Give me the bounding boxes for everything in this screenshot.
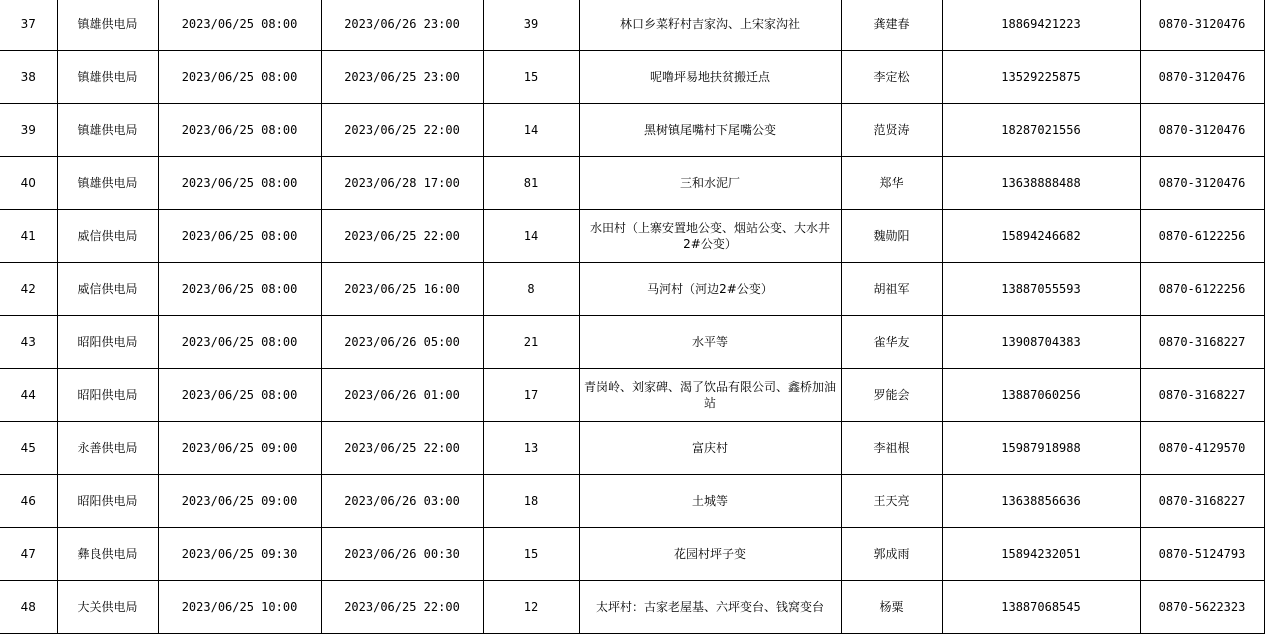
affected-count-cell: 39 bbox=[483, 0, 579, 51]
affected-count-cell: 13 bbox=[483, 422, 579, 475]
contact-phone-cell: 13887060256 bbox=[942, 369, 1140, 422]
office-tel-cell: 0870-3168227 bbox=[1140, 316, 1264, 369]
end-time-cell: 2023/06/25 23:00 bbox=[321, 51, 483, 104]
supply-bureau-cell: 镇雄供电局 bbox=[57, 51, 158, 104]
office-tel-cell: 0870-3120476 bbox=[1140, 51, 1264, 104]
office-tel-cell: 0870-3168227 bbox=[1140, 475, 1264, 528]
start-time-cell: 2023/06/25 08:00 bbox=[158, 104, 321, 157]
affected-count-cell: 12 bbox=[483, 581, 579, 634]
contact-phone-cell: 13908704383 bbox=[942, 316, 1140, 369]
start-time-cell: 2023/06/25 10:00 bbox=[158, 581, 321, 634]
contact-phone-cell: 15894232051 bbox=[942, 528, 1140, 581]
contact-phone-cell: 13887055593 bbox=[942, 263, 1140, 316]
start-time-cell: 2023/06/25 09:00 bbox=[158, 475, 321, 528]
table-row bbox=[0, 51, 1264, 104]
outage-area-cell: 三和水泥厂 bbox=[579, 157, 841, 210]
start-time-cell: 2023/06/25 08:00 bbox=[158, 0, 321, 51]
supply-bureau-cell: 镇雄供电局 bbox=[57, 0, 158, 51]
supply-bureau-cell: 昭阳供电局 bbox=[57, 369, 158, 422]
contact-phone-cell: 13638888488 bbox=[942, 157, 1140, 210]
outage-area-cell: 富庆村 bbox=[579, 422, 841, 475]
outage-area-cell: 土城等 bbox=[579, 475, 841, 528]
affected-count-cell: 18 bbox=[483, 475, 579, 528]
affected-count-cell: 8 bbox=[483, 263, 579, 316]
contact-person-cell: 范贤涛 bbox=[841, 104, 942, 157]
office-tel-cell: 0870-6122256 bbox=[1140, 210, 1264, 263]
contact-person-cell: 杨粟 bbox=[841, 581, 942, 634]
office-tel-cell: 0870-3168227 bbox=[1140, 369, 1264, 422]
table-row bbox=[0, 263, 1264, 316]
row-number-cell: 43 bbox=[0, 316, 57, 369]
affected-count-cell: 15 bbox=[483, 528, 579, 581]
start-time-cell: 2023/06/25 08:00 bbox=[158, 210, 321, 263]
start-time-cell: 2023/06/25 08:00 bbox=[158, 157, 321, 210]
contact-person-cell: 郑华 bbox=[841, 157, 942, 210]
end-time-cell: 2023/06/26 00:30 bbox=[321, 528, 483, 581]
end-time-cell: 2023/06/25 16:00 bbox=[321, 263, 483, 316]
contact-person-cell: 罗能会 bbox=[841, 369, 942, 422]
table-row bbox=[0, 210, 1264, 263]
end-time-cell: 2023/06/25 22:00 bbox=[321, 422, 483, 475]
contact-person-cell: 龚建春 bbox=[841, 0, 942, 51]
office-tel-cell: 0870-3120476 bbox=[1140, 104, 1264, 157]
office-tel-cell: 0870-3120476 bbox=[1140, 0, 1264, 51]
row-number-cell: 39 bbox=[0, 104, 57, 157]
affected-count-cell: 14 bbox=[483, 210, 579, 263]
contact-phone-cell: 18869421223 bbox=[942, 0, 1140, 51]
outage-area-cell: 黑树镇尾嘴村下尾嘴公变 bbox=[579, 104, 841, 157]
end-time-cell: 2023/06/28 17:00 bbox=[321, 157, 483, 210]
end-time-cell: 2023/06/26 01:00 bbox=[321, 369, 483, 422]
contact-person-cell: 王天亮 bbox=[841, 475, 942, 528]
supply-bureau-cell: 彝良供电局 bbox=[57, 528, 158, 581]
start-time-cell: 2023/06/25 08:00 bbox=[158, 316, 321, 369]
table-row bbox=[0, 369, 1264, 422]
end-time-cell: 2023/06/26 23:00 bbox=[321, 0, 483, 51]
row-number-cell: 44 bbox=[0, 369, 57, 422]
row-number-cell: 41 bbox=[0, 210, 57, 263]
affected-count-cell: 15 bbox=[483, 51, 579, 104]
outage-area-cell: 青岗岭、刘家碑、渴了饮品有限公司、鑫桥加油站 bbox=[579, 369, 841, 422]
contact-person-cell: 胡祖军 bbox=[841, 263, 942, 316]
start-time-cell: 2023/06/25 08:00 bbox=[158, 263, 321, 316]
start-time-cell: 2023/06/25 08:00 bbox=[158, 369, 321, 422]
supply-bureau-cell: 大关供电局 bbox=[57, 581, 158, 634]
office-tel-cell: 0870-5124793 bbox=[1140, 528, 1264, 581]
end-time-cell: 2023/06/26 03:00 bbox=[321, 475, 483, 528]
supply-bureau-cell: 永善供电局 bbox=[57, 422, 158, 475]
contact-phone-cell: 15894246682 bbox=[942, 210, 1140, 263]
supply-bureau-cell: 昭阳供电局 bbox=[57, 316, 158, 369]
outage-area-cell: 花园村坪子变 bbox=[579, 528, 841, 581]
outage-area-cell: 林口乡菜籽村吉家沟、上宋家沟社 bbox=[579, 0, 841, 51]
office-tel-cell: 0870-4129570 bbox=[1140, 422, 1264, 475]
row-number-cell: 48 bbox=[0, 581, 57, 634]
table-row bbox=[0, 475, 1264, 528]
table-row bbox=[0, 316, 1264, 369]
affected-count-cell: 17 bbox=[483, 369, 579, 422]
contact-person-cell: 李祖根 bbox=[841, 422, 942, 475]
row-number-cell: 40 bbox=[0, 157, 57, 210]
table-row bbox=[0, 157, 1264, 210]
row-number-cell: 42 bbox=[0, 263, 57, 316]
end-time-cell: 2023/06/26 05:00 bbox=[321, 316, 483, 369]
table-row bbox=[0, 0, 1264, 51]
supply-bureau-cell: 昭阳供电局 bbox=[57, 475, 158, 528]
row-number-cell: 47 bbox=[0, 528, 57, 581]
contact-phone-cell: 13529225875 bbox=[942, 51, 1140, 104]
start-time-cell: 2023/06/25 09:00 bbox=[158, 422, 321, 475]
start-time-cell: 2023/06/25 09:30 bbox=[158, 528, 321, 581]
contact-phone-cell: 18287021556 bbox=[942, 104, 1140, 157]
table-row bbox=[0, 581, 1264, 634]
table-row bbox=[0, 528, 1264, 581]
outage-area-cell: 水田村（上寨安置地公变、烟站公变、大水井2#公变） bbox=[579, 210, 841, 263]
end-time-cell: 2023/06/25 22:00 bbox=[321, 210, 483, 263]
supply-bureau-cell: 镇雄供电局 bbox=[57, 104, 158, 157]
contact-phone-cell: 15987918988 bbox=[942, 422, 1140, 475]
office-tel-cell: 0870-3120476 bbox=[1140, 157, 1264, 210]
contact-person-cell: 李定松 bbox=[841, 51, 942, 104]
row-number-cell: 46 bbox=[0, 475, 57, 528]
affected-count-cell: 14 bbox=[483, 104, 579, 157]
affected-count-cell: 81 bbox=[483, 157, 579, 210]
table-row bbox=[0, 422, 1264, 475]
outage-area-cell: 呢噜坪易地扶贫搬迁点 bbox=[579, 51, 841, 104]
office-tel-cell: 0870-6122256 bbox=[1140, 263, 1264, 316]
office-tel-cell: 0870-5622323 bbox=[1140, 581, 1264, 634]
row-number-cell: 38 bbox=[0, 51, 57, 104]
end-time-cell: 2023/06/25 22:00 bbox=[321, 581, 483, 634]
supply-bureau-cell: 威信供电局 bbox=[57, 210, 158, 263]
affected-count-cell: 21 bbox=[483, 316, 579, 369]
outage-area-cell: 水平等 bbox=[579, 316, 841, 369]
supply-bureau-cell: 镇雄供电局 bbox=[57, 157, 158, 210]
end-time-cell: 2023/06/25 22:00 bbox=[321, 104, 483, 157]
row-number-cell: 45 bbox=[0, 422, 57, 475]
row-number-cell: 37 bbox=[0, 0, 57, 51]
contact-person-cell: 雀华友 bbox=[841, 316, 942, 369]
contact-person-cell: 魏勋阳 bbox=[841, 210, 942, 263]
start-time-cell: 2023/06/25 08:00 bbox=[158, 51, 321, 104]
contact-phone-cell: 13638856636 bbox=[942, 475, 1140, 528]
table-row bbox=[0, 104, 1264, 157]
contact-person-cell: 郭成雨 bbox=[841, 528, 942, 581]
outage-area-cell: 马河村（河边2#公变） bbox=[579, 263, 841, 316]
contact-phone-cell: 13887068545 bbox=[942, 581, 1140, 634]
supply-bureau-cell: 威信供电局 bbox=[57, 263, 158, 316]
outage-area-cell: 太坪村：古家老屋基、六坪变台、钱窝变台 bbox=[579, 581, 841, 634]
